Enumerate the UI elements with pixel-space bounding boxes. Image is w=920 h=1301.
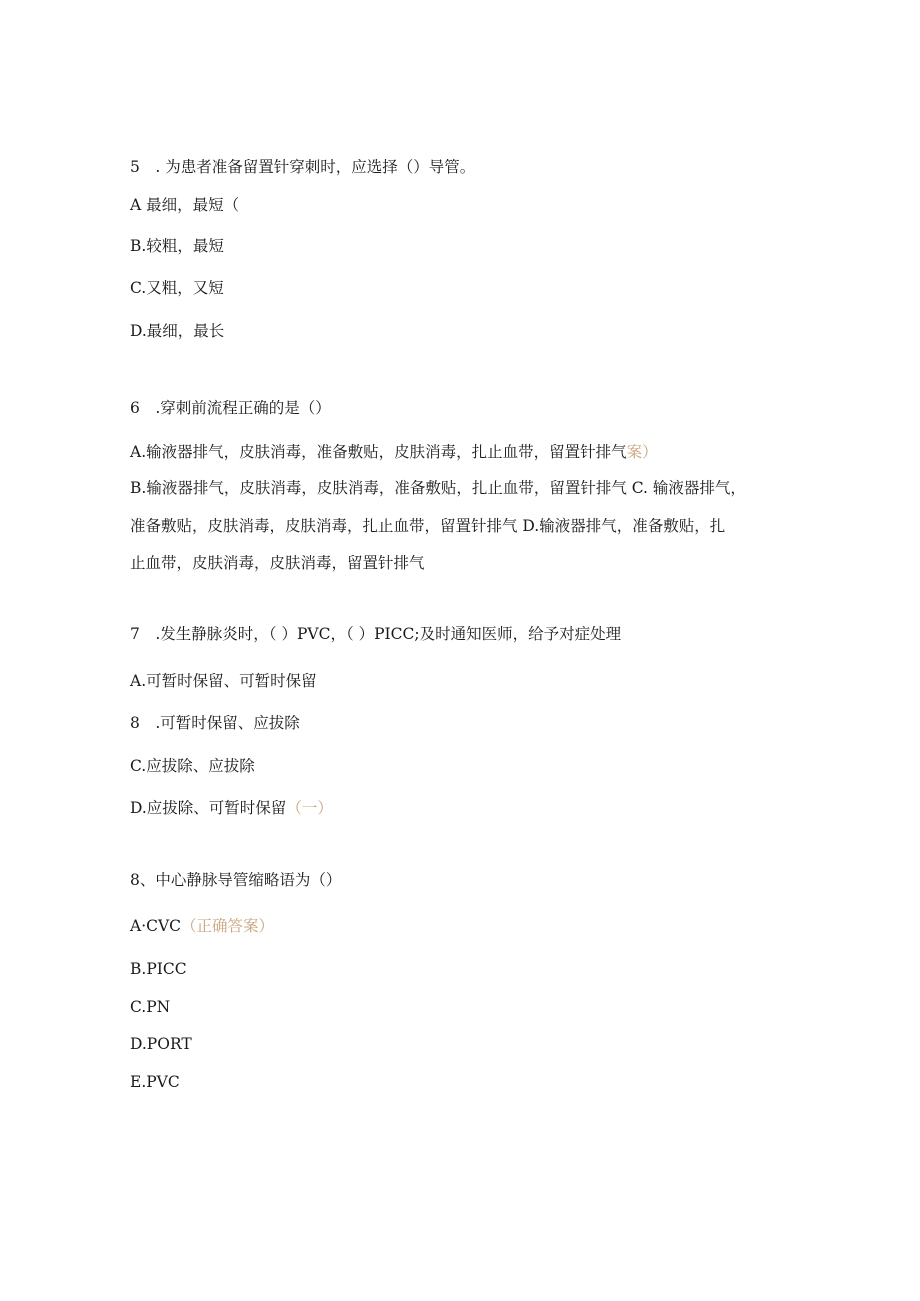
question-7-option-b: 8 .可暂时保留、应拔除 [130, 714, 300, 732]
question-7-stem: 7 .发生静脉炎时，（ ）PVC，（ ）PICC;及时通知医师，给予对症处理 [130, 625, 622, 643]
question-6-option-a-text: A.输液器排气，皮肤消毒，准备敷贴，皮肤消毒，扎止血带，留置针排气 [130, 443, 627, 461]
question-8-option-d: D.PORT [130, 1035, 192, 1053]
question-6-text-line-1: B.输液器排气，皮肤消毒，皮肤消毒，准备敷贴，扎止血带，留置针排气 C. 输液器排气， [130, 479, 746, 497]
question-8-option-a [130, 916, 274, 936]
question-6-option-a [130, 442, 658, 462]
question-8-stem: 8、中心静脉导管缩略语为（） [130, 871, 342, 889]
question-6-text-line-3: 止血带，皮肤消毒，皮肤消毒，留置针排气 [130, 554, 425, 572]
question-5-option-a: A 最细，最短（ [130, 196, 240, 214]
question-5-option-b: B.较粗，最短 [130, 237, 224, 255]
question-6-text-line-2: 准备敷贴，皮肤消毒，皮肤消毒，扎止血带，留置针排气 D.输液器排气，准备敷贴，扎 [130, 517, 726, 535]
question-5-stem: 5 . 为患者准备留置针穿刺时，应选择（）导管。 [130, 158, 476, 176]
question-8-option-a-text: A·CVC [130, 917, 182, 935]
question-7-option-c: C.应拔除、应拔除 [130, 757, 255, 775]
question-7-option-a: A.可暂时保留、可暂时保留 [130, 672, 317, 690]
question-5-option-d: D.最细，最长 [130, 322, 225, 340]
answer-mark: 案） [626, 443, 658, 461]
question-5-option-c: C.又粗，又短 [130, 279, 224, 297]
question-8-option-e: E.PVC [130, 1073, 180, 1091]
answer-mark: （正确答案） [181, 917, 275, 935]
question-7-option-d [130, 798, 333, 818]
question-8-option-c: C.PN [130, 998, 171, 1016]
question-7-option-d-text: D.应拔除、可暂时保留 [130, 799, 287, 817]
answer-mark: （一） [286, 799, 333, 817]
question-8-option-b: B.PICC [130, 960, 187, 978]
question-6-stem: 6 .穿刺前流程正确的是（） [130, 399, 331, 417]
